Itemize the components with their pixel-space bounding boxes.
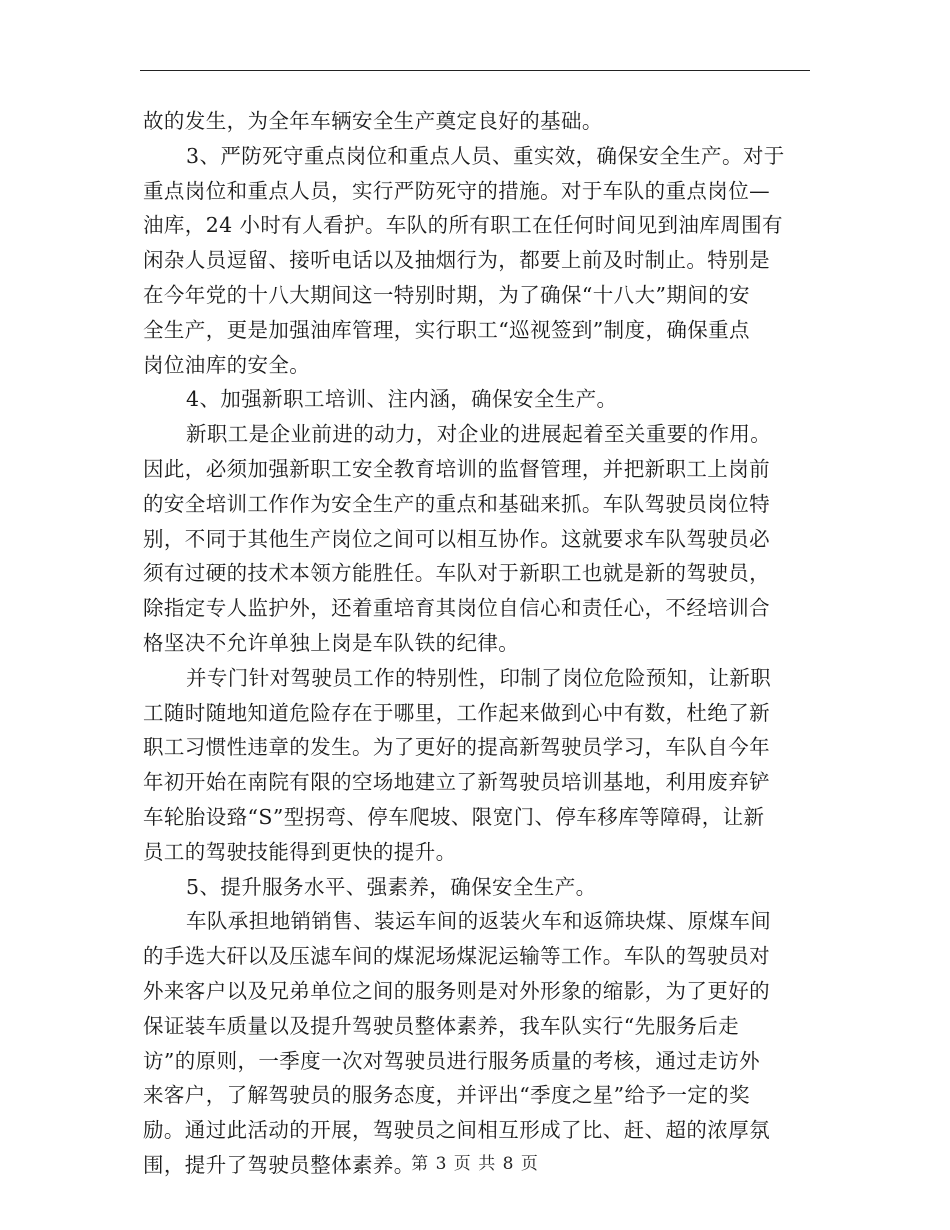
text-line: 工随时随地知道危险存在于哪里，工作起来做到心中有数，杜绝了新 (143, 700, 770, 725)
text-line: 职工习惯性违章的发生。为了更好的提高新驾驶员学习，车队自今年 (143, 735, 770, 760)
text-line: 来客户，了解驾驶员的服务态度，并评出“季度之星”给予一定的奖 (143, 1083, 750, 1108)
text-line: 岗位油库的安全。 (143, 352, 311, 377)
header-rule (140, 70, 810, 71)
text-line: 除指定专人监护外，还着重培育其岗位自信心和责任心，不经培训合 (143, 596, 770, 621)
text-line: 在今年党的十八大期间这一特别时期，为了确保“十八大”期间的安 (143, 282, 750, 307)
text-line: 围，提升了驾驶员整体素养。 (143, 1152, 415, 1177)
text-line: 的安全培训工作作为安全生产的重点和基础来抓。车队驾驶员岗位特 (143, 491, 770, 516)
text-line: 车轮胎设臵“S”型拐弯、停车爬坡、限宽门、停车移库等障碍，让新 (143, 804, 765, 829)
text-line: 的手选大矸以及压滤车间的煤泥场煤泥运输等工作。车队的驾驶员对 (143, 944, 770, 969)
text-line: 3、严防死守重点岗位和重点人员、重实效，确保安全生产。对于 (186, 143, 785, 168)
text-line: 闲杂人员逗留、接听电话以及抽烟行为，都要上前及时制止。特别是 (143, 248, 770, 273)
text-line: 全生产，更是加强油库管理，实行职工“巡视签到”制度，确保重点 (143, 317, 750, 342)
text-line: 4、加强新职工培训、注内涵，确保安全生产。 (186, 387, 618, 412)
text-line: 新职工是企业前进的动力，对企业的进展起着至关重要的作用。 (186, 422, 772, 447)
text-line: 年初开始在南院有限的空场地建立了新驾驶员培训基地，利用废弃铲 (143, 770, 770, 795)
text-line: 油库，24 小时有人看护。车队的所有职工在任何时间见到油库周围有 (143, 213, 783, 238)
text-line: 员工的驾驶技能得到更快的提升。 (143, 839, 457, 864)
text-line: 格坚决不允许单独上岗是车队铁的纪律。 (143, 630, 520, 655)
text-line: 5、提升服务水平、强素养，确保安全生产。 (186, 874, 597, 899)
text-line: 因此，必须加强新职工安全教育培训的监督管理，并把新职工上岗前 (143, 456, 770, 481)
text-line: 车队承担地销销售、装运车间的返装火车和返筛块煤、原煤车间 (186, 909, 772, 934)
document-body (143, 104, 813, 1183)
page-number-footer: 第 3 页 共 8 页 (411, 1154, 539, 1174)
text-line: 重点岗位和重点人员，实行严防死守的措施。对于车队的重点岗位— (143, 178, 770, 203)
text-line: 别，不同于其他生产岗位之间可以相互协作。这就要求车队驾驶员必 (143, 526, 770, 551)
text-line: 保证装车质量以及提升驾驶员整体素养，我车队实行“先服务后走 (143, 1013, 740, 1038)
text-line: 外来客户以及兄弟单位之间的服务则是对外形象的缩影，为了更好的 (143, 978, 770, 1003)
text-line: 并专门针对驾驶员工作的特别性，印制了岗位危险预知，让新职 (186, 665, 772, 690)
text-line: 访”的原则，一季度一次对驾驶员进行服务质量的考核，通过走访外 (143, 1048, 760, 1073)
text-line: 励。通过此活动的开展，驾驶员之间相互形成了比、赶、超的浓厚氛 (143, 1118, 770, 1143)
text-line: 故的发生，为全年车辆安全生产奠定良好的基础。 (143, 109, 603, 133)
text-line: 须有过硬的技术本领方能胜任。车队对于新职工也就是新的驾驶员， (143, 561, 770, 586)
